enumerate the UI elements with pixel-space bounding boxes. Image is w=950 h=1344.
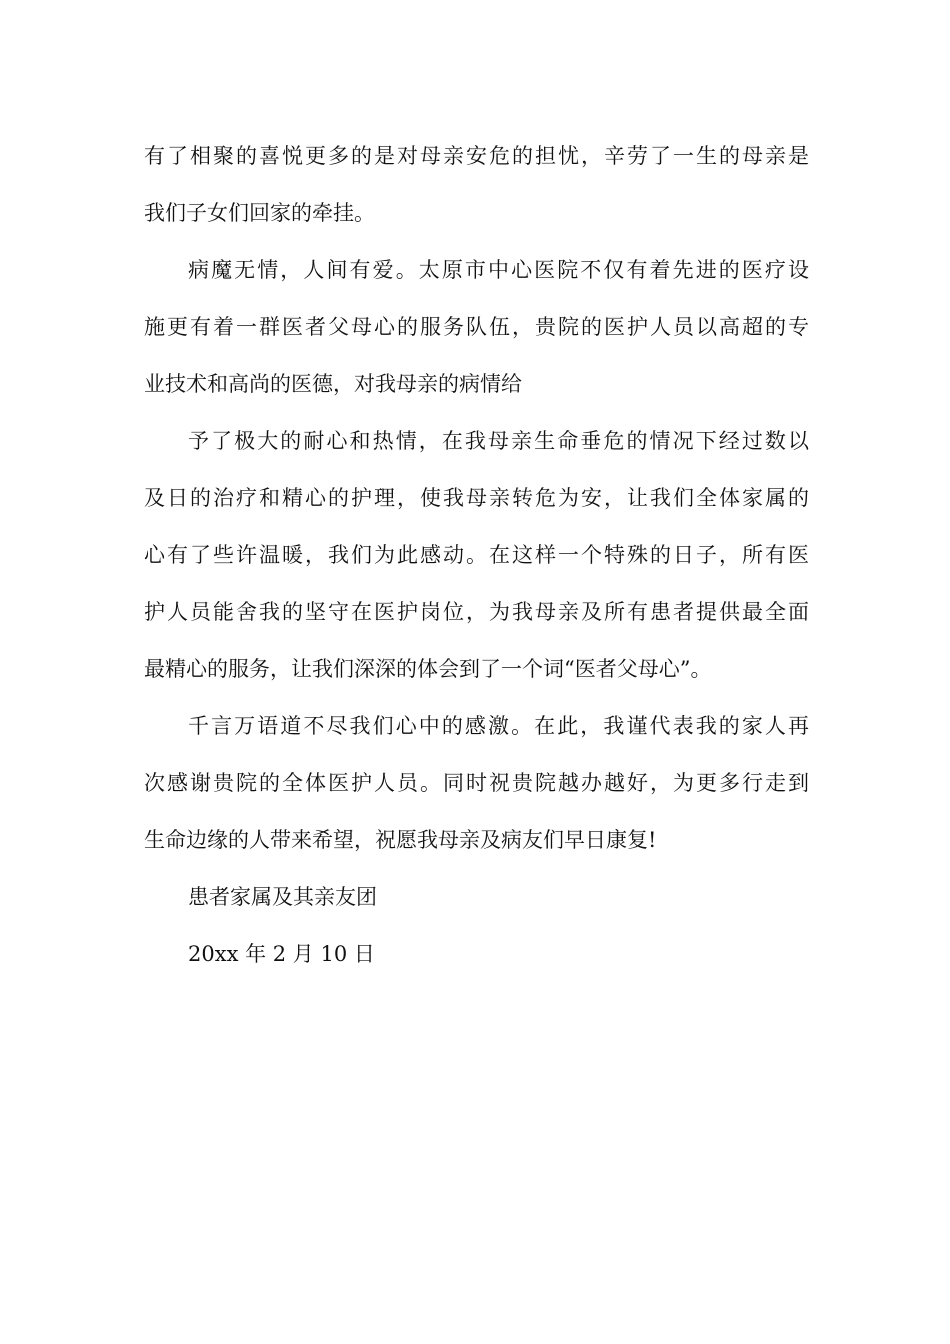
text-line-7: 及日的治疗和精心的护理，使我母亲转危为安，让我们全体家属的 xyxy=(144,486,809,510)
text-line-10: 最精心的服务，让我们深深的体会到了一个词“医者父母心”。 xyxy=(144,657,712,681)
text-line-2: 我们子女们回家的牵挂。 xyxy=(144,201,375,225)
text-line-6: 予了极大的耐心和热情，在我母亲生命垂危的情况下经过数以 xyxy=(188,429,809,453)
text-line-1: 有了相聚的喜悦更多的是对母亲安危的担忧，辛劳了一生的母亲是 xyxy=(144,144,809,168)
text-line-4: 施更有着一群医者父母心的服务队伍，贵院的医护人员以高超的专 xyxy=(144,315,809,339)
signature: 患者家属及其亲友团 xyxy=(188,885,377,909)
text-line-8: 心有了些许温暖，我们为此感动。在这样一个特殊的日子，所有医 xyxy=(144,543,809,567)
text-line-13: 生命边缘的人带来希望，祝愿我母亲及病友们早日康复! xyxy=(144,828,657,852)
date: 20xx 年 2 月 10 日 xyxy=(188,942,375,966)
text-line-5: 业技术和高尚的医德，对我母亲的病情给 xyxy=(144,372,522,396)
letter-body xyxy=(144,128,809,983)
text-line-3: 病魔无情，人间有爱。太原市中心医院不仅有着先进的医疗设 xyxy=(188,258,809,282)
text-line-9: 护人员能舍我的坚守在医护岗位，为我母亲及所有患者提供最全面 xyxy=(144,600,809,624)
text-line-11: 千言万语道不尽我们心中的感激。在此，我谨代表我的家人再 xyxy=(188,714,809,738)
text-line-12: 次感谢贵院的全体医护人员。同时祝贵院越办越好，为更多行走到 xyxy=(144,771,809,795)
